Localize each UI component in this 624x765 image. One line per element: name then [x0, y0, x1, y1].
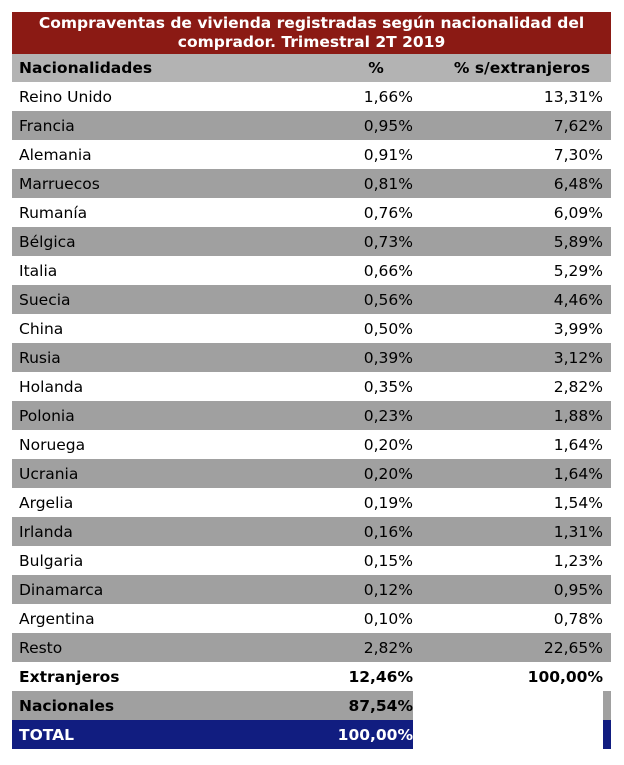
row-name: Rusia: [19, 348, 61, 367]
row-name: Bélgica: [19, 232, 76, 251]
row-pct: 0,39%: [363, 348, 413, 367]
row-pct: 0,50%: [363, 319, 413, 338]
row-name: Marruecos: [19, 174, 100, 193]
table-row: [12, 111, 611, 140]
header-pct-foreign: % s/extranjeros: [453, 59, 591, 77]
row-name: Polonia: [19, 406, 75, 425]
row-name: Francia: [19, 116, 75, 135]
table-row: [12, 604, 611, 633]
row-name: Resto: [19, 638, 63, 657]
row-name: Suecia: [19, 290, 71, 309]
total-blank: [413, 720, 603, 749]
row-name: Alemania: [19, 145, 92, 164]
row-pct: 0,16%: [363, 522, 413, 541]
row-pct-foreign: 3,99%: [553, 319, 603, 338]
row-pct: 0,20%: [363, 435, 413, 454]
table-title: [12, 12, 611, 54]
row-pct-foreign: 2,82%: [553, 377, 603, 396]
row-pct: 0,10%: [363, 609, 413, 628]
row-pct-foreign: 1,64%: [553, 435, 603, 454]
row-name: Rumanía: [19, 203, 88, 222]
row-pct: 0,15%: [363, 551, 413, 570]
row-name: Argelia: [19, 493, 74, 512]
row-name: Irlanda: [19, 522, 73, 541]
row-pct: 0,95%: [363, 116, 413, 135]
row-pct-foreign: 1,64%: [553, 464, 603, 483]
table-row: [12, 459, 611, 488]
extranjeros-label: Extranjeros: [19, 667, 120, 686]
table-row: [12, 343, 611, 372]
row-pct-foreign: 0,95%: [553, 580, 603, 599]
row-name: Argentina: [19, 609, 95, 628]
table-row: [12, 430, 611, 459]
row-pct: 0,20%: [363, 464, 413, 483]
row-name: Italia: [19, 261, 58, 280]
table-row: [12, 169, 611, 198]
row-name: Dinamarca: [19, 580, 104, 599]
row-pct: 2,82%: [363, 638, 413, 657]
row-pct-foreign: 5,29%: [553, 261, 603, 280]
nacionales-label: Nacionales: [19, 696, 115, 715]
table-row: [12, 401, 611, 430]
row-name: Noruega: [19, 435, 86, 454]
row-pct-foreign: 22,65%: [543, 638, 603, 657]
row-pct: 0,56%: [363, 290, 413, 309]
table-row: [12, 633, 611, 662]
row-pct-foreign: 5,89%: [553, 232, 603, 251]
table-row: [12, 82, 611, 111]
total-pct: 100,00%: [337, 725, 413, 744]
extranjeros-pct-foreign: 100,00%: [527, 667, 603, 686]
nacionales-pct: 87,54%: [348, 696, 413, 715]
table-row: [12, 256, 611, 285]
table-row: [12, 140, 611, 169]
row-pct-foreign: 1,88%: [553, 406, 603, 425]
row-pct-foreign: 3,12%: [553, 348, 603, 367]
row-pct: 0,35%: [363, 377, 413, 396]
table-row: [12, 285, 611, 314]
table-row: [12, 372, 611, 401]
header-row: [12, 54, 611, 82]
row-pct-foreign: 0,78%: [553, 609, 603, 628]
table-row: [12, 488, 611, 517]
row-pct: 0,23%: [363, 406, 413, 425]
row-name: Bulgaria: [19, 551, 84, 570]
row-pct: 0,91%: [363, 145, 413, 164]
title-line-1: Compraventas de vivienda registradas según nacionalidad del: [38, 14, 585, 32]
row-name: Reino Unido: [19, 87, 112, 106]
table-row: [12, 198, 611, 227]
nacionales-blank: [413, 691, 603, 720]
row-pct-foreign: 1,54%: [553, 493, 603, 512]
row-pct: 0,76%: [363, 203, 413, 222]
row-pct-foreign: 4,46%: [553, 290, 603, 309]
table-row: [12, 227, 611, 256]
nationality-table: [12, 12, 611, 749]
header-pct: %: [368, 59, 384, 77]
row-pct: 0,66%: [363, 261, 413, 280]
row-pct: 0,12%: [363, 580, 413, 599]
row-pct-foreign: 7,30%: [553, 145, 603, 164]
row-pct-foreign: 7,62%: [553, 116, 603, 135]
header-nationality: Nacionalidades: [19, 59, 153, 77]
nacionales-row: [12, 691, 611, 720]
extranjeros-row: [12, 662, 611, 691]
row-pct: 0,81%: [363, 174, 413, 193]
row-pct-foreign: 6,48%: [553, 174, 603, 193]
row-pct-foreign: 6,09%: [553, 203, 603, 222]
row-pct: 1,66%: [363, 87, 413, 106]
row-name: Ucrania: [19, 464, 79, 483]
total-label: TOTAL: [19, 725, 74, 744]
row-name: China: [19, 319, 64, 338]
table-row: [12, 575, 611, 604]
row-pct-foreign: 1,23%: [553, 551, 603, 570]
title-line-2: comprador. Trimestral 2T 2019: [177, 33, 446, 51]
row-pct: 0,73%: [363, 232, 413, 251]
extranjeros-pct: 12,46%: [348, 667, 413, 686]
table-row: [12, 314, 611, 343]
row-name: Holanda: [19, 377, 84, 396]
table-row: [12, 517, 611, 546]
row-pct-foreign: 13,31%: [543, 87, 603, 106]
total-row: [12, 720, 611, 749]
table-row: [12, 546, 611, 575]
row-pct-foreign: 1,31%: [553, 522, 603, 541]
row-pct: 0,19%: [363, 493, 413, 512]
